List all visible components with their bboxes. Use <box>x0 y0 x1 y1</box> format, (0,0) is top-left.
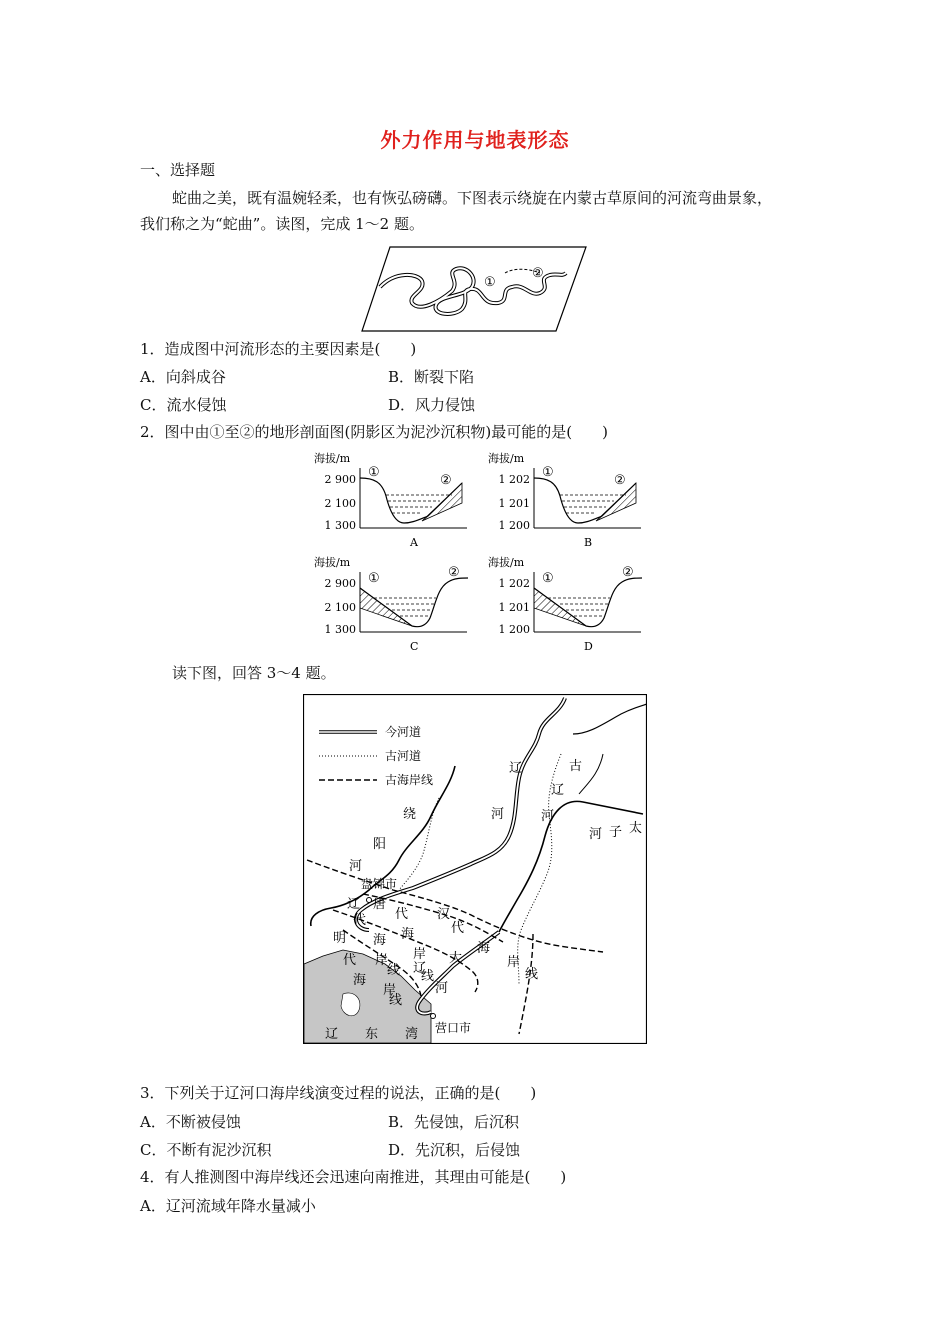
tick: 1 200 <box>498 519 530 532</box>
label-raoyang: 阳 <box>373 837 387 852</box>
tick: 1 201 <box>498 497 530 510</box>
question-2-stem: 2．图中由①至②的地形剖面图(阴影区为泥沙沉积物)最可能的是( ) <box>140 423 608 441</box>
label-han-coast: 线 <box>525 967 539 982</box>
legend-today-river: 今河道 <box>385 725 422 739</box>
label-ming-coast: 明 <box>333 931 347 946</box>
intro-paragraph-line: 蛇曲之美，既有温婉轻柔，也有恢弘磅礴。下图表示绕旋在内蒙古草原间的河流弯曲景象， <box>172 189 773 207</box>
label-gu-liaohe: 辽 <box>551 783 565 798</box>
question-1-stem: 1．造成图中河流形态的主要因素是( ) <box>140 340 417 358</box>
question-4-stem: 4．有人推测图中海岸线还会迅速向南推进，其理由可能是( ) <box>140 1168 567 1186</box>
label-liao-coast: 代 <box>353 913 367 928</box>
marker-2: ② <box>622 565 634 580</box>
intro-paragraph-line: 我们称之为“蛇曲”。读图，完成 1～2 题。 <box>140 215 424 233</box>
tick: 2 100 <box>324 497 356 510</box>
ylabel: 海拔/m <box>488 452 525 465</box>
label-gu-liaohe: 古 <box>569 759 583 774</box>
label-tang-coast: 代 <box>395 907 409 922</box>
meander-figure <box>360 243 590 335</box>
ylabel: 海拔/m <box>314 452 351 465</box>
tick: 1 202 <box>498 577 530 590</box>
label-yingkou: 营口市 <box>435 1021 472 1035</box>
label-liao-coast: 辽 <box>347 897 361 912</box>
label-liao-coast: 线 <box>387 963 401 978</box>
tick: 1 201 <box>498 601 530 614</box>
marker-1: ① <box>542 571 554 586</box>
q1-option-c[interactable]: C．流水侵蚀 <box>140 396 227 414</box>
intro-paragraph-2: 读下图，回答 3～4 题。 <box>172 664 336 682</box>
marker-2: ② <box>440 473 452 488</box>
marker-2: ② <box>614 473 626 488</box>
label-ming-coast: 线 <box>389 993 403 1008</box>
q1-option-b[interactable]: B．断裂下陷 <box>388 368 475 386</box>
profile-a <box>312 448 482 550</box>
liaohe-estuary-map <box>303 694 647 1044</box>
q3-option-c[interactable]: C．不断有泥沙沉积 <box>140 1141 272 1159</box>
tick: 1 202 <box>498 473 530 486</box>
label-han-coast: 汉 <box>437 907 451 922</box>
q1-option-a[interactable]: A．向斜成谷 <box>140 368 226 386</box>
label-tang-coast: 海 <box>401 927 415 942</box>
label-daliaohe: 河 <box>435 981 449 996</box>
tick: 1 200 <box>498 623 530 636</box>
label-tang-coast: 线 <box>421 969 435 984</box>
profile-d <box>486 552 656 654</box>
label-liaohe: 河 <box>491 807 505 822</box>
label-daliaohe: 辽 <box>413 961 427 976</box>
label-tang-coast: 岸 <box>413 947 427 962</box>
label-liaodong-bay: 东 <box>365 1027 379 1042</box>
label-gu-liaohe: 河 <box>541 809 555 824</box>
marker-1: ① <box>368 465 380 480</box>
profile-label: A <box>410 536 418 549</box>
label-ming-coast: 岸 <box>383 983 397 998</box>
label-taizi: 子 <box>609 825 623 840</box>
profile-label: D <box>584 640 593 653</box>
label-ming-coast: 代 <box>343 953 357 968</box>
profile-b <box>486 448 656 550</box>
label-raoyang: 绕 <box>403 807 417 822</box>
label-liaodong-bay: 辽 <box>325 1027 339 1042</box>
ylabel: 海拔/m <box>488 556 525 569</box>
label-liaodong-bay: 湾 <box>405 1027 419 1042</box>
marker-2: ② <box>532 266 544 281</box>
label-raoyang: 河 <box>349 859 363 874</box>
legend-ancient-river: 古河道 <box>385 749 422 763</box>
tick: 2 900 <box>324 577 356 590</box>
tick: 1 300 <box>324 623 356 636</box>
marker-2: ② <box>448 565 460 580</box>
label-tang-coast: 唐 <box>373 897 387 912</box>
marker-1: ① <box>484 275 496 290</box>
profile-label: B <box>584 536 593 549</box>
label-liao-coast: 海 <box>373 933 387 948</box>
label-liao-coast: 岸 <box>375 953 389 968</box>
tick: 2 900 <box>324 473 356 486</box>
label-han-coast: 岸 <box>507 955 521 970</box>
label-han-coast: 海 <box>477 941 491 956</box>
q1-option-d[interactable]: D．风力侵蚀 <box>388 396 476 414</box>
label-han-coast: 代 <box>451 921 465 936</box>
label-ming-coast: 海 <box>353 973 367 988</box>
q3-option-a[interactable]: A．不断被侵蚀 <box>140 1113 241 1131</box>
tick: 2 100 <box>324 601 356 614</box>
marker-1: ① <box>542 465 554 480</box>
q4-option-a[interactable]: A．辽河流域年降水量减小 <box>140 1197 316 1215</box>
label-liaohe: 辽 <box>509 761 523 776</box>
ylabel: 海拔/m <box>314 556 351 569</box>
section-heading: 一、选择题 <box>140 161 216 179</box>
label-taizi: 太 <box>629 821 643 836</box>
tick: 1 300 <box>324 519 356 532</box>
label-panjin: 盘锦市 <box>361 877 398 891</box>
q3-option-b[interactable]: B．先侵蚀，后沉积 <box>388 1113 520 1131</box>
legend-ancient-coast: 古海岸线 <box>385 773 434 787</box>
label-taizi: 河 <box>589 827 603 842</box>
label-daliaohe: 大 <box>449 951 463 966</box>
profile-c <box>312 552 482 654</box>
marker-1: ① <box>368 571 380 586</box>
q3-option-d[interactable]: D．先沉积，后侵蚀 <box>388 1141 521 1159</box>
question-3-stem: 3．下列关于辽河口海岸线演变过程的说法，正确的是( ) <box>140 1084 537 1102</box>
profile-label: C <box>410 640 419 653</box>
page-title: 外力作用与地表形态 <box>380 128 570 152</box>
